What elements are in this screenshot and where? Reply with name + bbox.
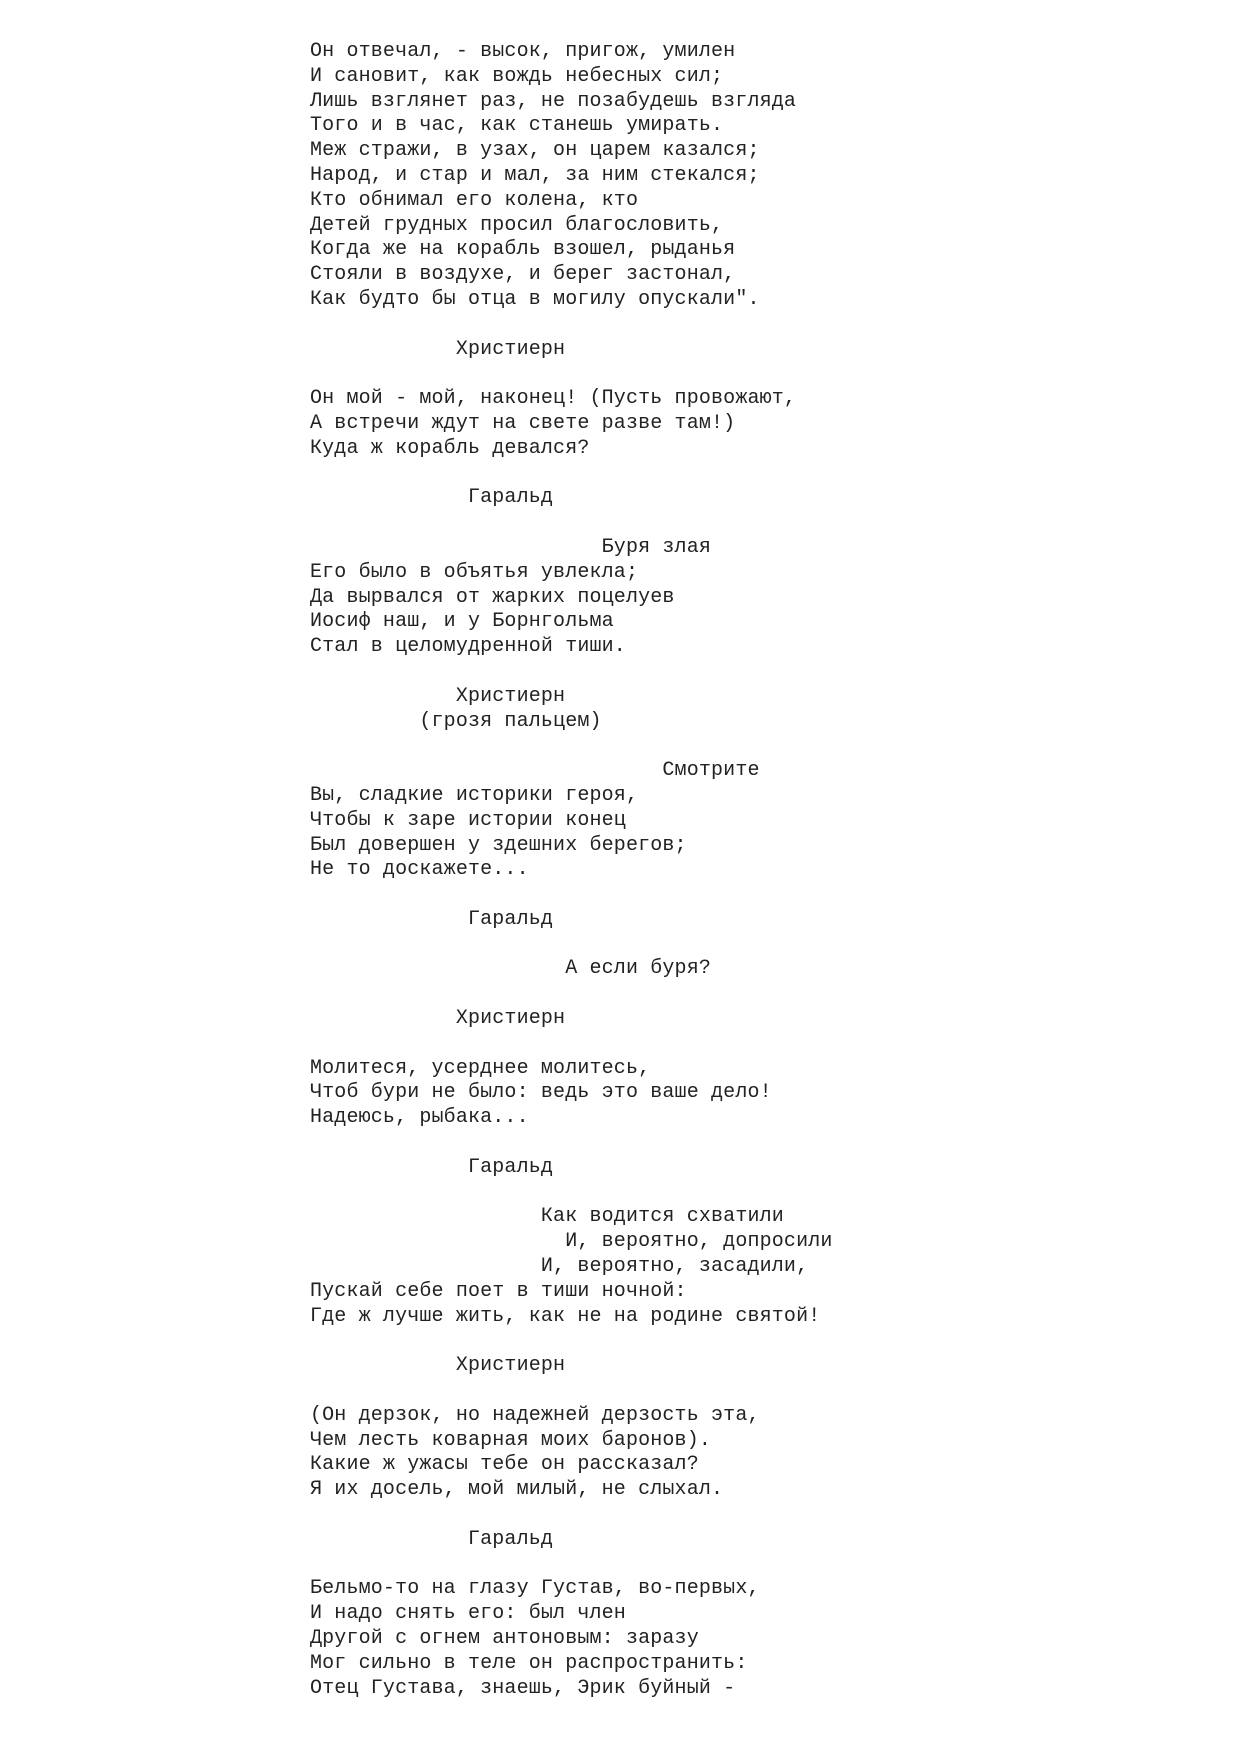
text-line: Детей грудных просил благословить, xyxy=(310,213,724,237)
blank-line xyxy=(310,660,833,685)
blank-line xyxy=(310,1131,833,1156)
text-line: Гаральд xyxy=(310,1155,554,1179)
text-line: Чем лесть коварная моих баронов). xyxy=(310,1428,712,1452)
text-line: Смотрите xyxy=(310,759,760,783)
text-line: Буря злая xyxy=(310,535,712,559)
text-line: И сановит, как вождь небесных сил; xyxy=(310,64,724,88)
play-text-block xyxy=(310,40,833,1701)
blank-line xyxy=(310,511,833,536)
text-line: Меж стражи, в узах, он царем казался; xyxy=(310,139,760,163)
text-line: Чтоб бури не было: ведь это ваше дело! xyxy=(310,1081,772,1105)
text-line: Стояли в воздухе, и берег застонал, xyxy=(310,263,736,287)
text-line: Народ, и стар и мал, за ним стекался; xyxy=(310,163,760,187)
blank-line xyxy=(310,982,833,1007)
text-line: Где ж лучше жить, как не на родине святой! xyxy=(310,1304,821,1328)
text-line: Христиерн xyxy=(310,684,566,708)
text-line: И, вероятно, засадили, xyxy=(310,1255,809,1279)
text-line: Бельмо-то на глазу Густав, во-первых, xyxy=(310,1577,760,1601)
text-line: Гаральд xyxy=(310,907,554,931)
blank-line xyxy=(310,313,833,338)
text-line: Стал в целомудренной тиши. xyxy=(310,635,626,659)
text-line: Чтобы к заре истории конец xyxy=(310,808,626,832)
text-line: И, вероятно, допросили xyxy=(310,1230,833,1254)
text-line: Молитеся, усерднее молитесь, xyxy=(310,1056,651,1080)
blank-line xyxy=(310,1181,833,1206)
text-line: Другой с огнем антоновым: заразу xyxy=(310,1627,699,1650)
text-line: Как водится схватили xyxy=(310,1205,784,1229)
blank-line xyxy=(310,734,833,759)
text-line: Его было в объятья увлекла; xyxy=(310,560,639,584)
text-line: И надо снять его: был член xyxy=(310,1602,626,1626)
blank-line xyxy=(310,462,833,487)
blank-line xyxy=(310,1329,833,1354)
blank-line xyxy=(310,933,833,958)
text-line: Пускай себе поет в тиши ночной: xyxy=(310,1279,687,1303)
blank-line xyxy=(310,1032,833,1057)
blank-line xyxy=(310,883,833,908)
text-line: Мог сильно в теле он распространить: xyxy=(310,1651,748,1675)
text-line: Куда ж корабль девался? xyxy=(310,436,590,460)
blank-line xyxy=(310,1379,833,1404)
text-line: Как будто бы отца в могилу опускали". xyxy=(310,287,760,311)
text-line: Христиерн xyxy=(310,1007,566,1031)
text-line: Я их досель, мой милый, не слыхал. xyxy=(310,1478,724,1502)
text-line: Христиерн xyxy=(310,1354,566,1378)
text-line: Христиерн xyxy=(310,337,566,361)
text-line: Он мой - мой, наконец! (Пусть провожают, xyxy=(310,387,797,411)
blank-line xyxy=(310,362,833,387)
text-line: Не то доскажете... xyxy=(310,858,529,882)
text-line: Он отвечал, - высок, пригож, умилен xyxy=(310,40,736,63)
text-line: (грозя пальцем) xyxy=(310,709,602,733)
blank-line xyxy=(310,1503,833,1528)
text-line: Лишь взглянет раз, не позабудешь взгляда xyxy=(310,89,797,113)
text-line: А встречи ждут на свете разве там!) xyxy=(310,411,736,435)
blank-line xyxy=(310,1553,833,1578)
text-line: Да вырвался от жарких поцелуев xyxy=(310,585,675,609)
text-line: Иосиф наш, и у Борнгольма xyxy=(310,610,614,634)
text-line: (Он дерзок, но надежней дерзость эта, xyxy=(310,1403,760,1427)
text-line: Какие ж ужасы тебе он рассказал? xyxy=(310,1453,699,1477)
text-line: Когда же на корабль взошел, рыданья xyxy=(310,238,736,262)
text-line: Того и в час, как станешь умирать. xyxy=(310,114,724,138)
text-line: Вы, сладкие историки героя, xyxy=(310,783,639,807)
text-line: Гаральд xyxy=(310,1527,554,1551)
text-line: Надеюсь, рыбака... xyxy=(310,1106,529,1130)
text-line: Гаральд xyxy=(310,486,554,510)
text-line: Кто обнимал его колена, кто xyxy=(310,188,639,212)
text-line: А если буря? xyxy=(310,957,712,981)
text-line: Отец Густава, знаешь, Эрик буйный - xyxy=(310,1676,736,1700)
text-line: Был довершен у здешних берегов; xyxy=(310,833,687,857)
